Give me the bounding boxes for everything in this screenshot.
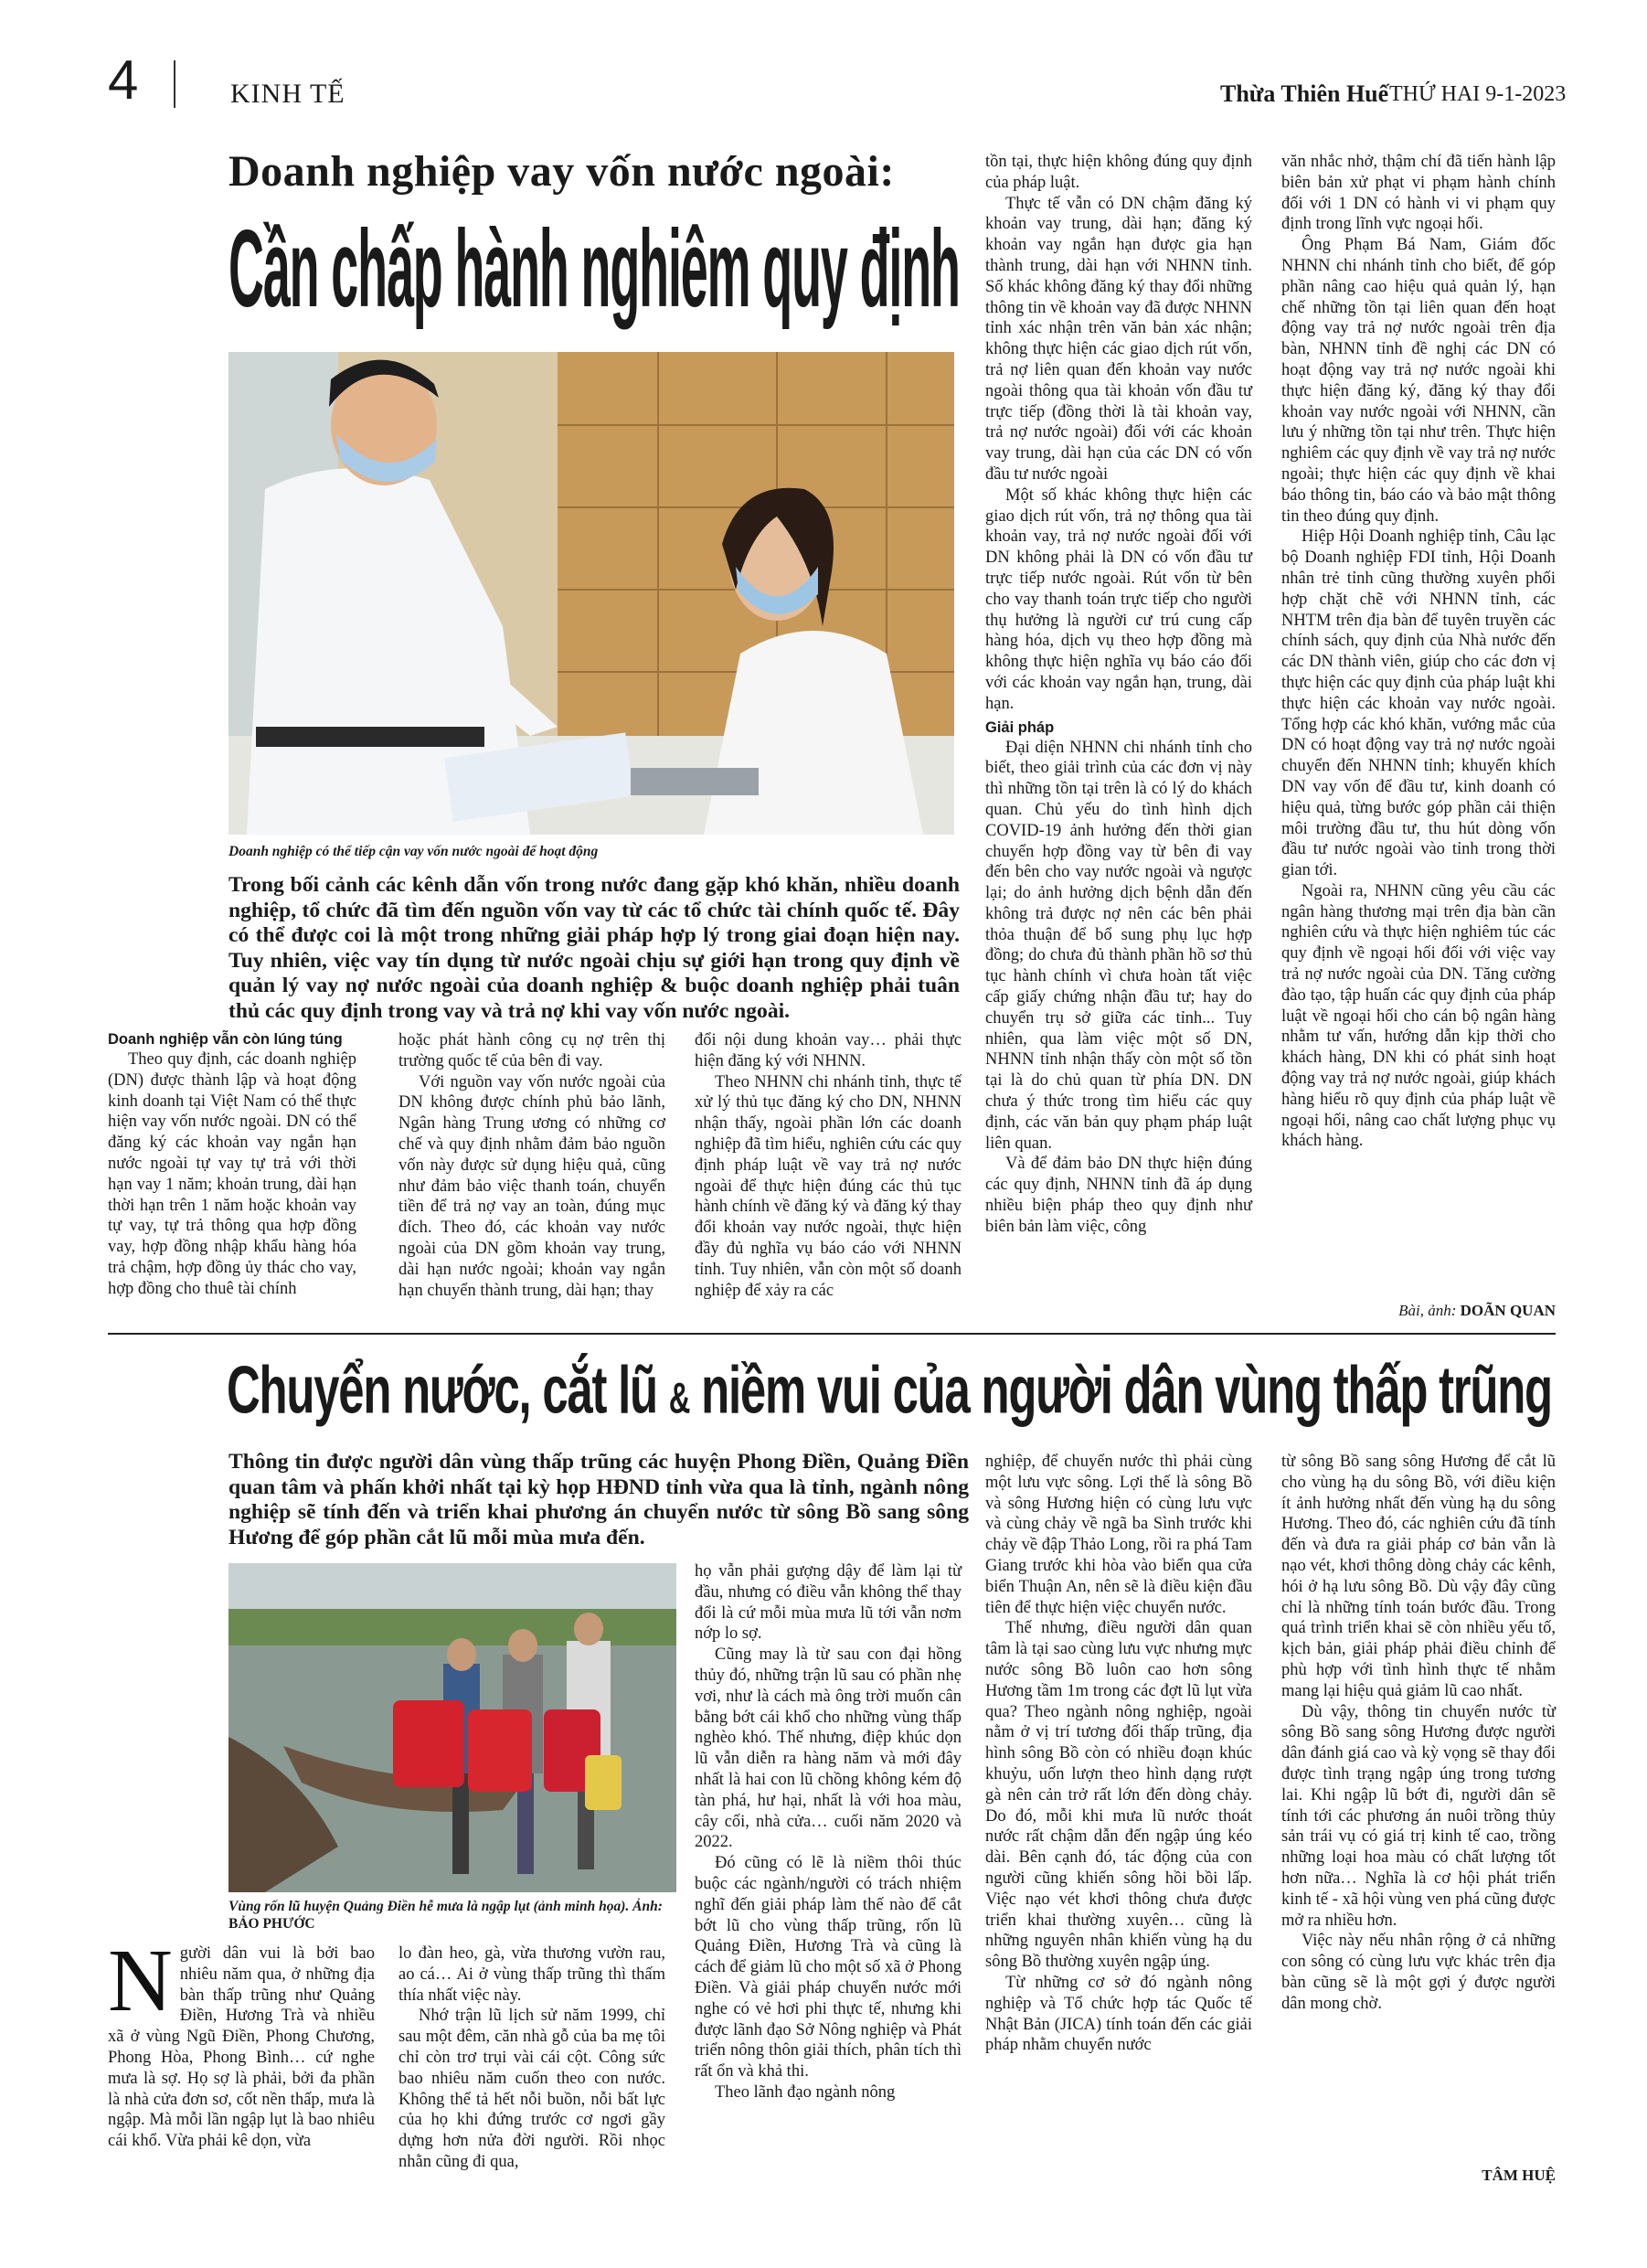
article1-paragraph: Hiệp Hội Doanh nghiệp tỉnh, Câu lạc bộ Doanh nghiệp FDI tỉnh, Hội Doanh nhân trẻ tỉnh cũng thường xuyên phối hợp chặt chẽ với NHNN tỉnh, các NHTM trên địa bàn để tuyên truyền các chính sách, quy định của Nhà nước đến các DN thành viên, giúp cho các đơn vị thực hiện các quy định của pháp luật khi thực hiện các khoản vay nước ngoài. Tổng hợp các khó khăn, vướng mắc của DN có hoạt động vay trả nợ nước ngoài chuyển đến NHNN tỉnh; khuyến khích DN vay vốn để đầu tư, kinh doanh có hiệu quả, từng bước góp phần cải thiện môi trường đầu tư, thu hút dòng vốn đầu tư nước ngoài vào tỉnh trong thời gian tới. — [1281, 527, 1556, 880]
byline-prefix: Bài, ảnh: — [1398, 1302, 1457, 1319]
article1-subhead-1: Doanh nghiệp vẫn còn lúng túng — [108, 1031, 343, 1048]
article2-title-part2: niềm vui của người dân vùng thấp trũng — [701, 1353, 1552, 1428]
article2-paragraph: Theo lãnh đạo ngành nông — [715, 2082, 896, 2102]
article2-col5 — [1281, 1452, 1556, 2015]
article2-paragraph: họ vẫn phải gượng dậy để làm lại từ đầu, nhưng có điều vẫn không thể thay đổi là cứ mỗi mùa mưa lũ tới vẫn nơm nớp lo sợ. — [695, 1562, 962, 1644]
article2-paragraph: Dù vậy, thông tin chuyển nước từ sông Bồ sang sông Hương được người dân đánh giá cao và kỳ vọng sẽ thay đổi được tình trạng ngập úng trong tương lai. Khi ngập lũ bớt đi, người dân sẽ tính tới các phương án nuôi trồng thủy sản trái vụ có giá trị kinh tế cao, trồng những loại hoa màu có chất lượng tốt hơn nữa… Nghĩa là cơ hội phát triển kinh tế - xã hội vùng ven phá cũng được mở ra nhiều hơn. — [1281, 1702, 1556, 1930]
article2-title — [227, 1351, 1552, 1439]
article2-paragraph: Nhớ trận lũ lịch sử năm 1999, chỉ sau một đêm, căn nhà gỗ của ba mẹ tôi chỉ còn trơ trụi vài cái cột. Công sức bao nhiêu năm cuốn theo con nước. Không thể tả hết nỗi buồn, nỗi bất lực của họ khi đứng trước cơ ngơi gầy dựng hơn nửa đời người. Rồi nhọc nhằn cũng đi qua, — [398, 2007, 665, 2171]
article1-paragraph: Đại diện NHNN chi nhánh tỉnh cho biết, theo giải trình của các đơn vị này thì những tồn tại trên là có lý do khách quan. Chủ yếu do tình hình dịch COVID-19 ảnh hưởng đến thời gian chuyển hợp đồng vay từ bên đi vay đến bên cho vay nước ngoài và ngược lại; do ảnh hưởng dịch bệnh dẫn đến không trả được nợ nên các bên phải thỏa thuận để bổ sung phụ lục hợp đồng; do chưa đủ thành phần hồ sơ thủ tục hành chính vì chưa hoàn tất việc cấp giấy chứng nhận đầu tư; hay do chuyển trụ sở giữa các tỉnh... Tuy nhiên, qua làm việc một số DN, NHNN tỉnh nhận thấy còn một số tồn tại là do chủ quan từ phía DN. DN chưa ý thức trong tìm hiểu các quy định, các văn bản quy phạm pháp luật liên quan. — [985, 738, 1252, 1153]
article2-col4 — [985, 1452, 1252, 2056]
article1-col2 — [398, 1030, 665, 1301]
article2-lead: Thông tin được người dân vùng thấp trũng các huyện Phong Điền, Quảng Điền quan tâm và phấn khởi nhất tại kỳ họp HĐND tỉnh vừa qua là tỉnh, ngành nông nghiệp sẽ tính đến và triển khai phương án chuyển nước từ sông Bồ sang sông Hương để góp phần cắt lũ mỗi mùa mưa đến. — [228, 1450, 969, 1549]
article2-photo — [228, 1563, 676, 1892]
article1-byline — [1281, 1302, 1556, 1320]
article1-col4 — [985, 152, 1252, 1238]
dropcap-letter: N — [108, 1932, 173, 2030]
article1-paragraph: văn nhắc nhở, thậm chí đã tiến hành lập biên bản xử phạt vi phạm hành chính đối với 1 DN có hành vi vi phạm quy định trong lĩnh vực ngoại hối. — [1281, 153, 1556, 234]
article1-paragraph: Ngoài ra, NHNN cũng yêu cầu các ngân hàng thương mại trên địa bàn cần nghiên cứu và thực hiện nghiêm túc các quy định về ngoại hối đối với việc vay trả nợ nước ngoài của DN. Tăng cường đào tạo, tập huấn các quy định của pháp luật về ngoại hối cho cán bộ ngân hàng nhằm tư vấn, hướng dẫn kịp thời cho khách hàng, DN khi có phát sinh hoạt động vay trả nợ nước ngoài, giúp khách hàng hiểu rõ quy định của pháp luật về ngoại hối, nâng cao chất lượng phục vụ khách hàng. — [1281, 881, 1556, 1151]
article1-photo-caption: Doanh nghiệp có thể tiếp cận vay vốn nước ngoài để hoạt động — [228, 844, 599, 859]
section-name: KINH TẾ — [230, 79, 345, 109]
article1-paragraph: tồn tại, thực hiện không đúng quy định của pháp luật. — [985, 153, 1252, 192]
article2-col1 — [108, 1932, 375, 2152]
article1-paragraph: Theo NHNN chi nhánh tỉnh, thực tế xử lý thủ tục đăng ký cho DN, NHNN nhận thấy, ngoài phần lớn các doanh nghiệp đã tìm hiểu, nghiên cứu các quy định pháp luật về vay trả nợ nước ngoài để thực hiện đúng các thủ tục hành chính về đăng ký và đăng ký thay đổi khoản vay nước ngoài, thực hiện đầy đủ nghĩa vụ báo cáo với NHNN tỉnh. Tuy nhiên, vẫn còn một số doanh nghiệp để xảy ra các — [695, 1072, 962, 1300]
page-header — [0, 0, 1647, 128]
article1-paragraph: hoặc phát hành công cụ nợ trên thị trường quốc tế của bên đi vay. — [398, 1031, 665, 1070]
page-number: 4 — [108, 49, 139, 111]
article2-col3 — [695, 1561, 962, 2103]
article2-photo-credit: BẢO PHƯỚC — [228, 1916, 315, 1932]
article1-col3 — [695, 1030, 962, 1301]
article2-paragraph: Từ những cơ sở đó ngành nông nghiệp và Tổ chức hợp tác Quốc tế Nhật Bản (JICA) tính toán đến các giải pháp nhằm chuyển nước — [985, 1973, 1252, 2055]
article2-caption-text: Vùng rốn lũ huyện Quảng Điền hễ mưa là ngập lụt (ảnh minh họa). Ảnh: — [228, 1899, 663, 1914]
article2-first-paragraph: gười dân vui là bởi bao nhiêu năm qua, ở những địa bàn thấp trũng như Quảng Điền, Hương Trà và nhiều xã ở vùng Ngũ Điền, Phong Chương, Phong Hòa, Phong Bình… cứ nghe mưa là sợ. Họ sợ là phải, bởi đa phần là nhà cửa đơn sơ, cốt nền thấp, mưa là ngập. Mà mỗi lần ngập lụt là bao nhiêu cái khổ. Vừa phải kê dọn, vừa — [108, 1944, 375, 2151]
article1-paragraph: Và để đảm bảo DN thực hiện đúng các quy định, NHNN tỉnh đã áp dụng nhiều biện pháp theo quy định như biên bản làm việc, công — [985, 1155, 1252, 1236]
article1-paragraph: Thực tế vẫn có DN chậm đăng ký khoản vay trung, dài hạn; đăng ký khoản vay ngắn hạn được gia hạn thành trung, dài hạn với NHNN tỉnh. Số khác không đăng ký thay đổi những thông tin về khoản vay đã được NHNN tỉnh xác nhận trên văn bản xác nhận; không thực hiện các giao dịch rút vốn, trả nợ liên quan đến khoản vay nước ngoài thông qua tài khoản vốn đầu tư trực tiếp (đồng thời là tài khoản vay, trả nợ nước ngoài) đối với các khoản vay trung, dài hạn của các DN có vốn đầu tư nước ngoài — [985, 194, 1252, 484]
article2-byline: TÂM HUỆ — [1482, 2167, 1556, 2184]
article2-title-part1: Chuyển nước, cắt lũ — [227, 1353, 657, 1428]
article1-photo — [228, 352, 954, 835]
article1-lead: Trong bối cảnh các kênh dẫn vốn trong nước đang gặp khó khăn, nhiều doanh nghiệp, tổ chức đã tìm đến nguồn vốn vay từ các tổ chức tài chính quốc tế. Đây có thể được coi là một trong những giải pháp hợp lý trong giai đoạn hiện nay. Tuy nhiên, việc vay tín dụng từ nước ngoài chịu sự giới hạn trong quy định về quản lý vay nợ nước ngoài của doanh nghiệp & buộc doanh nghiệp phải tuân thủ các quy định trong vay và trả nợ khi vay vốn nước ngoài. — [228, 873, 960, 1023]
article2-paragraph: nghiệp, để chuyển nước thì phải cùng một lưu vực sông. Lợi thế là sông Bồ và sông Hương hiện có cùng lưu vực và cùng chảy về ngã ba Sình trước khi chảy về đập Thảo Long, rồi ra phá Tam Giang trước khi hòa vào biển qua cửa biển Thuận An, nên sẽ là điều kiện đầu tiên để thực hiện việc chuyển nước. — [985, 1453, 1252, 1617]
article1-paragraph: Ông Phạm Bá Nam, Giám đốc NHNN chi nhánh tỉnh cho biết, để góp phần nâng cao hiệu quả quản lý, hạn chế những tồn tại liên quan đến hoạt động vay trả nợ nước ngoài trên địa bàn, NHNN tỉnh đề nghị các DN có hoạt động vay trả nợ nước ngoài khi thực hiện đăng ký, đăng ký thay đổi khoản vay nước ngoài với NHNN, cần lưu ý những tồn tại như trên. Thực hiện nghiêm các quy định về vay trả nợ nước ngoài; thực hiện các quy định về khai báo thông tin, báo cáo và bảo mật thông tin theo đúng quy định. — [1281, 236, 1556, 526]
header-divider — [174, 60, 175, 108]
article1-title: Cần chấp hành nghiêm quy định — [228, 208, 960, 330]
article1-col5 — [1281, 152, 1556, 1152]
article2-paragraph: Cũng may là từ sau con đại hồng thủy đó, những trận lũ sau có phần nhẹ vơi, như là cách mà ông trời muốn cân bằng bớt cái khổ cho những vùng thấp nghèo khó. Thế nhưng, điệp khúc dọn lũ vẫn diễn ra hàng năm và mới đây nhất là hai con lũ chồng không kém độ tàn phá, hư hại, nhất là với hoa màu, cây cối, nhà cửa… cuối năm 2020 và 2022. — [695, 1645, 962, 1852]
article1-paragraph: Với nguồn vay vốn nước ngoài của DN không được chính phủ bảo lãnh, Ngân hàng Trung ương có những cơ chế và quy định nhằm đảm bảo nguồn vốn này được sử dụng hiệu quả, cũng như đảm bảo việc thanh toán, chuyển tiền để trả nợ vay an toàn, đúng mục đích. Theo đó, các khoản vay nước ngoài của DN gồm khoản vay trung, dài hạn nước ngoài; khoản vay ngắn hạn chuyển thành trung, dài hạn; thay — [398, 1072, 665, 1300]
article2-paragraph — [108, 1932, 375, 2152]
byline-name: DOÃN QUAN — [1460, 1302, 1556, 1319]
article2-title-ampersand: & — [668, 1374, 690, 1422]
issue-date: THỨ HAI 9-1-2023 — [1389, 82, 1567, 106]
article1-kicker: Doanh nghiệp vay vốn nước ngoài: — [228, 147, 895, 196]
article1-col1 — [108, 1030, 356, 1300]
article2-paragraph: lo đàn heo, gà, vừa thương vườn rau, ao cá… Ai ở vùng thấp trũng thì thấm thía nhất việc này. — [398, 1944, 665, 2005]
article2-paragraph: Việc này nếu nhân rộng ở cả những con sông có cùng lưu vực khác trên địa bàn cũng sẽ là một gợi ý được người dân mong chờ. — [1281, 1932, 1556, 2013]
article2-col2 — [398, 1943, 665, 2173]
article1-paragraph: Một số khác không thực hiện các giao dịch rút vốn, trả nợ thông qua tài khoản vay, trả nợ nước ngoài đối với DN không phải là DN có vốn đầu tư trực tiếp nước ngoài. Rút vốn từ bên cho vay thanh toán trực tiếp cho người thụ hưởng là người cư trú cung cấp hàng hóa, dịch vụ theo hợp đồng mà không thực hiện nghĩa vụ báo cáo đối với các khoản vay ngắn hạn, trung, dài hạn. — [985, 485, 1252, 713]
article-divider — [108, 1333, 1556, 1335]
article1-subhead-2: Giải pháp — [985, 719, 1055, 736]
article2-paragraph: từ sông Bồ sang sông Hương để cắt lũ cho vùng hạ du sông Bồ, với điều kiện ít ảnh hưởng nhất đến vùng hạ du sông Hương. Theo đó, các nghiên cứu đã tính đến và đưa ra giải pháp cơ bản vẫn là nạo vét, khơi thông dòng chảy các kênh, hói ở hạ lưu sông Bồ. Dù vậy đây cũng chỉ là những tính toán bước đầu. Trong quá trình triển khai sẽ còn nhiều yếu tố, kịch bản, giải pháp phải điều chỉnh để phù hợp với tình hình thực tế nhằm mang lại hiệu quả giảm lũ cao nhất. — [1281, 1453, 1556, 1700]
article1-paragraph: Theo quy định, các doanh nghiệp (DN) được thành lập và hoạt động kinh doanh tại Việt Nam có thể thực hiện vay vốn nước ngoài. DN có thể đăng ký các khoản vay ngắn hạn nước ngoài tự vay tự trả với thời hạn vay 1 năm; khoản trung, dài hạn thời hạn trên 1 năm hoặc khoản vay tự vay, tự trả thông qua hợp đồng vay, hợp đồng nhập khẩu hàng hóa trả chậm, hợp đồng ủy thác cho vay, hợp đồng cho thuê tài chính — [108, 1050, 356, 1298]
newspaper-name: Thừa Thiên Huế — [1220, 80, 1389, 107]
article1-paragraph: đổi nội dung khoản vay… phải thực hiện đăng ký với NHNN. — [695, 1031, 962, 1070]
article2-photo-caption — [228, 1898, 676, 1933]
article2-paragraph: Thế nhưng, điều người dân quan tâm là tại sao cùng lưu vực nhưng mực nước sông Bồ luôn cao hơn sông Hương tầm 1m trong các đợt lũ lụt vừa qua? Theo ngành nông nghiệp, ngoài nằm ở vị trí tương đối thấp trũng, địa hình sông Bồ còn có nhiều đoạn khúc khuỷu, uốn lượn theo hình dạng rượt gà nên cản trở rất lớn đến dòng chảy. Do đó, mỗi khi mưa lũ nước thoát nước rất chậm dẫn đến ngập úng kéo dài. Bên cạnh đó, tác động của con người cũng khiến sông hồi bồi lấp. Việc nạo vét khơi thông chưa được triển khai thường xuyên… cũng là những nguyên nhân khiến vùng hạ du sông Bồ thường xuyên ngập úng. — [985, 1619, 1252, 1972]
article2-paragraph: Đó cũng có lẽ là niềm thôi thúc buộc các ngành/người có trách nhiệm nghĩ đến giải pháp làm thế nào để cắt bớt lũ cho vùng thấp trũng, rốn lũ Quảng Điền, Hương Trà và cũng là cách để giảm lũ cho một số xã ở Phong Điền. Và giải pháp chuyển nước mới nghe có vẻ hơi phi thực tế, nhưng khi được lãnh đạo Sở Nông nghiệp và Phát triển nông thôn giải thích, phân tích thì rất ổn và khả thi. — [695, 1854, 962, 2082]
